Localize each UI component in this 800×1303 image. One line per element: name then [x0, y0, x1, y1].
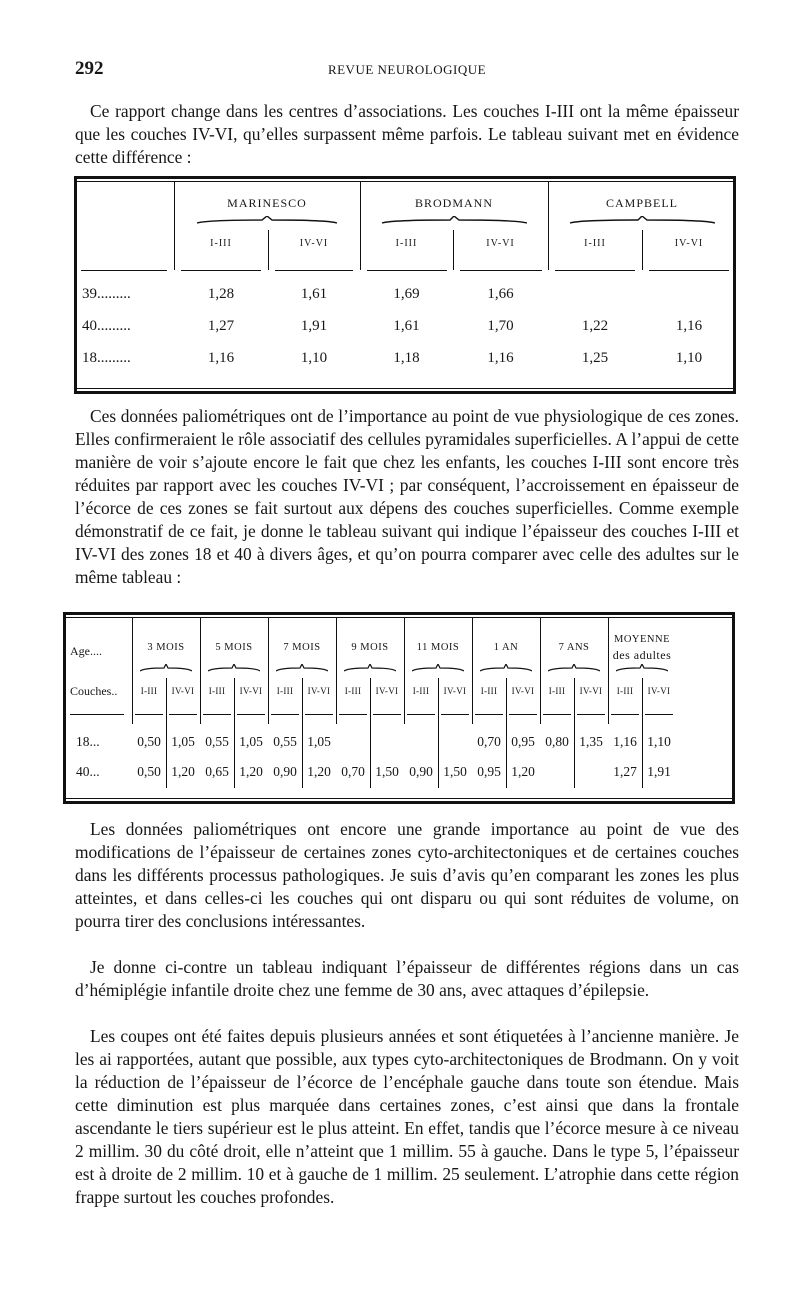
row-label: 18... [76, 734, 100, 749]
group-header-age: 3 MOIS [147, 642, 185, 653]
subheader-layer: IV-VI [307, 686, 331, 696]
group-header-marinesco: MARINESCO [227, 196, 307, 210]
subheader-brodmann-iv-vi: IV-VI [486, 238, 515, 249]
cell: 1,20 [307, 764, 331, 779]
cell: 1,27 [613, 764, 637, 779]
paragraph-sections: Les coupes ont été faites depuis plusieurs années et sont étiquetées à l’ancienne manière. Je les ai rapportées, autant que possible, aux types cyto-architectoniques de Brodmann. On y voit la réduction de l’épaisseur de l’écorce de l’encéphale gauche dans toute son étendue. Mais cette diminution est plus marquée dans certaines zones, c’est ainsi que dans la frontale ascendante le tiers supérieur est le plus atteint. En effet, tandis que l’écorce mesure à ce niveau 2 millim. 30 du côté droit, elle n’atteint que 1 millim. 55 à gauche. Dans le type 5, l’épaisseur est à droite de 2 millim. 10 et à gauche de 1 millim. 25 seulement. L’atrophie dans cette région frappe surtout les couches profondes. [75, 1026, 739, 1207]
paragraph-children: Ces données paliométriques ont de l’importance au point de vue physiologique de ces zones. Elles confirmeraient le rôle associatif des cellules pyramidales superficielles. A l’appui de cette manière de voir s’ajoute encore le fait que chez les enfants, les couches I-III sont encore très réduites par rapport avec les couches IV-VI ; par conséquent, l’accroissement en épaisseur de l’écorce de ces zones se fait surtout aux dépens des couches superficielles. Comme exemple démonstratif de ce fait, je donne le tableau suivant qui indique l’épaisseur des couches I-III et IV-VI des zones 18 et 40 à divers âges, et qu’on pourra comparer avec celle des adultes sur le même tableau : [75, 406, 739, 587]
cell: 1,18 [393, 350, 420, 366]
subheader-layer: IV-VI [647, 686, 671, 696]
cell: 1,28 [207, 286, 235, 302]
brace-marinesco [197, 216, 337, 224]
cell: 1,10 [300, 350, 328, 366]
subheader-layer: IV-VI [375, 686, 399, 696]
group-header-age: 7 ANS [558, 642, 590, 653]
group-header-adult-average: MOYENNE [614, 634, 670, 645]
cell: 0,70 [477, 734, 501, 749]
subheader-layer: I-III [208, 686, 226, 696]
cell: 1,66 [487, 286, 514, 302]
subheader-marinesco-i-iii: I-III [210, 238, 232, 249]
cell: 1,61 [393, 318, 420, 334]
cell: 1,16 [675, 318, 703, 334]
brace [548, 664, 600, 672]
cell: 1,50 [443, 764, 467, 779]
group-header-brodmann: BRODMANN [414, 196, 493, 210]
subheader-layer: IV-VI [511, 686, 535, 696]
row-label: 18......... [82, 350, 131, 366]
cell: 1,27 [207, 318, 235, 334]
subheader-layer: I-III [616, 686, 634, 696]
cell: 1,05 [239, 734, 263, 749]
subheader-layer: I-III [412, 686, 430, 696]
brace [140, 664, 192, 672]
cell: 1,70 [487, 318, 514, 334]
cell: 0,50 [137, 734, 161, 749]
cell: 1,20 [511, 764, 535, 779]
brace-brodmann [382, 216, 527, 224]
cell: 1,25 [581, 350, 609, 366]
cell: 0,65 [205, 764, 229, 779]
row-label: 40......... [82, 318, 131, 334]
paragraph-pathology: Les données paliométriques ont encore une grande importance au point de vue des modifications de l’épaisseur de certaines zones cyto-architectoniques et de certaines couches dans les différents processus pathologiques. Je suis d’avis qu’en comparant les zones les plus atteintes, et dans celles-ci les couches qui ont disparu ou qui sont réduites de volume, on pourra tirer des conclusions intéressantes. [75, 819, 739, 931]
cell: 1,10 [647, 734, 671, 749]
subheader-layer: I-III [480, 686, 498, 696]
brace [412, 664, 464, 672]
cell: 1,16 [613, 734, 637, 749]
cell: 0,95 [477, 764, 501, 779]
subheader-layer: I-III [276, 686, 294, 696]
cell: 0,55 [273, 734, 297, 749]
group-header-adult-average-sub: des adultes [612, 648, 672, 662]
cell: 1,05 [171, 734, 195, 749]
cell: 1,35 [579, 734, 603, 749]
cell: 0,95 [511, 734, 535, 749]
table-layer-thickness-ages [63, 612, 735, 804]
cell: 0,50 [137, 764, 161, 779]
subheader-campbell-iv-vi: IV-VI [674, 238, 704, 249]
subheader-layer: IV-VI [171, 686, 195, 696]
subheader-layer: IV-VI [239, 686, 263, 696]
cell: 1,20 [171, 764, 195, 779]
running-head: REVUE NEUROLOGIQUE [327, 62, 487, 77]
cell: 0,55 [205, 734, 229, 749]
brace [480, 664, 532, 672]
page-number: 292 [75, 58, 104, 79]
subheader-layer: I-III [344, 686, 362, 696]
cell: 1,05 [307, 734, 331, 749]
brace-campbell [570, 216, 715, 224]
page-header [75, 58, 739, 86]
brace [616, 664, 668, 672]
cell: 1,69 [393, 286, 420, 302]
row-label: 40... [76, 764, 100, 779]
cell: 1,16 [487, 350, 514, 366]
cell: 0,90 [273, 764, 297, 779]
group-header-age: 7 MOIS [283, 642, 321, 653]
cell: 1,10 [675, 350, 703, 366]
cell: 1,20 [239, 764, 263, 779]
subheader-layer: IV-VI [443, 686, 467, 696]
group-header-age: 1 AN [493, 642, 519, 653]
cell: 1,91 [300, 318, 328, 334]
row-label: 39......... [82, 286, 131, 302]
subheader-campbell-i-iii: I-III [584, 238, 606, 249]
table-layer-thickness-adults [74, 176, 736, 394]
subheader-brodmann-i-iii: I-III [395, 238, 418, 249]
cell: 1,50 [375, 764, 399, 779]
brace [208, 664, 260, 672]
subheader-layer: I-III [140, 686, 158, 696]
brace [344, 664, 396, 672]
subheader-layer: I-III [548, 686, 566, 696]
cell: 1,16 [207, 350, 235, 366]
brace [276, 664, 328, 672]
cell: 0,80 [545, 734, 569, 749]
cell: 1,22 [581, 318, 609, 334]
group-header-age: 5 MOIS [215, 642, 253, 653]
cell: 0,90 [409, 764, 433, 779]
group-header-campbell: CAMPBELL [605, 196, 678, 210]
cell: 1,91 [647, 764, 671, 779]
cell: 0,70 [341, 764, 365, 779]
group-header-age: 11 MOIS [416, 642, 460, 653]
subheader-layer: IV-VI [579, 686, 603, 696]
paragraph-intro: Ce rapport change dans les centres d’associations. Les couches I-III ont la même épaisseur que les couches IV-VI, qu’elles surpassent même parfois. Le tableau suivant met en évidence cette différence : [75, 101, 739, 167]
paragraph-case: Je donne ci-contre un tableau indiquant l’épaisseur de différentes régions dans un cas d’hémiplégie infantile droite chez une femme de 30 ans, avec attaques d’épilepsie. [75, 957, 739, 1000]
group-header-age: 9 MOIS [351, 642, 389, 653]
layers-label: Couches.. [70, 684, 118, 698]
age-label: Age.... [70, 644, 102, 658]
cell: 1,61 [300, 286, 328, 302]
subheader-marinesco-iv-vi: IV-VI [299, 238, 329, 249]
